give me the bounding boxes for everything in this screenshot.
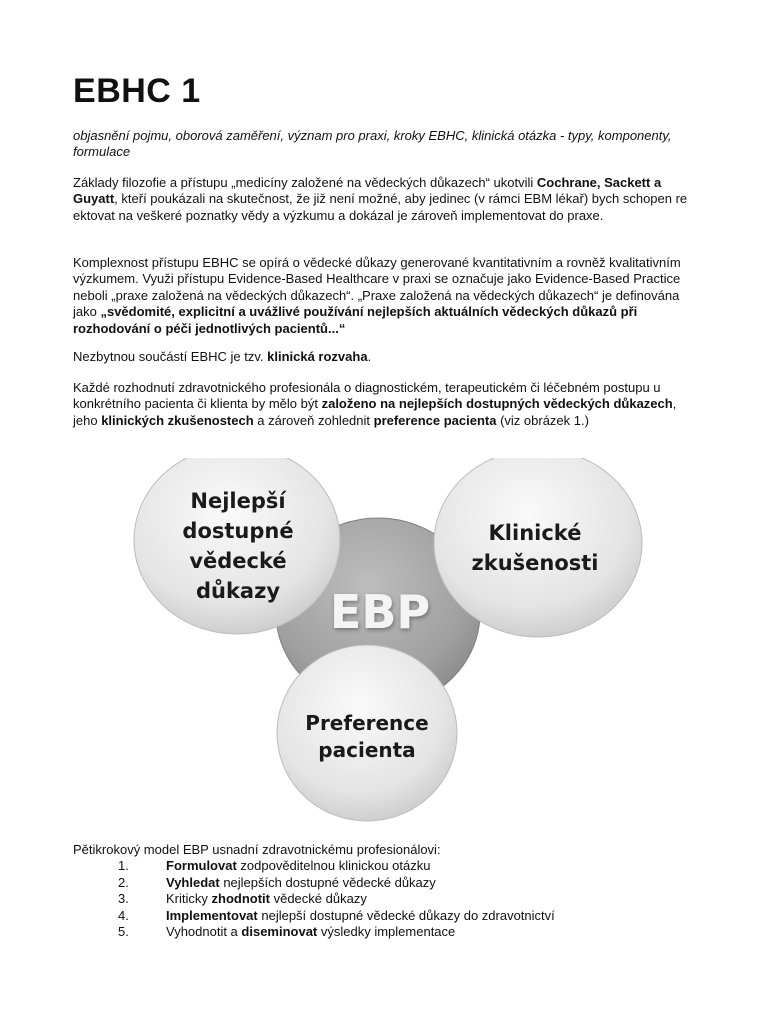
step-text (166, 875, 436, 892)
page-title (73, 72, 201, 111)
p4-bold-1: založeno na nejlepších dostupných vědeckých důkazech (321, 396, 673, 412)
step-number: 3. (118, 891, 129, 906)
center-label: EBP (329, 585, 431, 639)
paragraph-complexity (73, 255, 698, 337)
evidence-line-1: Nejlepší (190, 489, 286, 513)
circle-evidence (134, 458, 340, 634)
step-text (166, 858, 430, 875)
step-keyword: Implementovat (166, 907, 258, 923)
step-item (0, 858, 768, 875)
p3-text-2: . (367, 349, 372, 364)
p1-text-2: , kteří poukázali na skutečnost, že již není možné, aby jedinec (v rámci EBM lékař) bych schopen re ektovat na veškeré poznatky vědy a výzkumu a dokázal je zároveň implementovat do praxe. (73, 191, 688, 223)
ebp-venn-diagram (130, 458, 650, 828)
step-number: 5. (118, 924, 129, 939)
steps-list (0, 858, 768, 941)
steps-intro: Pětikrokový model EBP usnadní zdravotnickému profesionálovi: (73, 842, 441, 857)
title-rest: BHC 1 (96, 72, 201, 110)
evidence-line-3: vědecké (189, 549, 287, 573)
p4-text-3: a zároveň zohlednit (253, 412, 374, 428)
step-item (0, 891, 768, 908)
p2-text-1: Komplexnost přístupu EBHC se opírá o vědecké důkazy generované kvantitativním a rovněž kvalitativním výzkumem. Využi přístupu Evidence-Based Healthcare v praxi se označuje jako Evidence-Based Practice neboli „praxe založená na vědeckých důkazech“. „Praxe založená na vědeckých důkazech“ je definována jako (73, 255, 681, 320)
circle-experience (434, 458, 642, 637)
paragraph-foundations (73, 175, 698, 224)
step-text (166, 924, 455, 941)
step-item (0, 875, 768, 892)
step-number: 1. (118, 858, 129, 873)
experience-line-1: Klinické (488, 521, 582, 545)
evidence-line-4: důkazy (195, 579, 281, 603)
step-rest: zodpověditelnou klinickou otázku (236, 858, 431, 873)
experience-line-2: zkušenosti (471, 551, 599, 575)
step-item (0, 924, 768, 941)
step-rest: vědecké důkazy (269, 891, 367, 906)
step-text (166, 891, 367, 908)
step-keyword: Vyhledat (166, 874, 220, 890)
step-keyword: zhodnotit (211, 891, 270, 906)
step-rest: výsledky implementace (317, 924, 456, 939)
p4-text-1: Každé rozhodnutí zdravotnického profesionála o diagnostickém, terapeutickém či léčebném postupu u konkrétního pacienta či klienta by mělo být (73, 380, 661, 412)
step-item (0, 908, 768, 925)
preference-line-2: pacienta (318, 738, 416, 762)
step-number: 2. (118, 874, 129, 890)
step-rest: nejlepších dostupné vědecké důkazy (219, 874, 436, 890)
title-initial: E (73, 72, 97, 110)
p2-definition: „svědomité, explicitní a uvážlivé používání nejlepších aktuálních vědeckých důkazů při rozhodování o péči jednotlivých pacientů...“ (73, 304, 638, 336)
step-pre: Vyhodnotit a (166, 924, 242, 939)
step-pre: Kriticky (166, 891, 212, 906)
step-keyword: diseminovat (241, 924, 318, 939)
paragraph-decisions (73, 380, 698, 429)
step-keyword: Formulovat (166, 858, 237, 873)
step-number: 4. (118, 907, 129, 923)
paragraph-clinical-reasoning (73, 349, 698, 365)
p4-text-2: , jeho (73, 396, 677, 428)
p4-bold-2: klinických zkušenostech (101, 412, 254, 428)
p1-authors: Cochrane, Sackett a Guyatt (73, 175, 662, 207)
p1-text-1: Základy filozofie a přístupu „medicíny založené na vědeckých důkazech“ ukotvili (73, 175, 537, 190)
page-subtitle: objasnění pojmu, oborová zaměření, význam pro praxi, kroky EBHC, klinická otázka - typy, komponenty, formulace (73, 128, 672, 159)
p4-text-4: (viz obrázek 1.) (496, 412, 589, 428)
p3-term: klinická rozvaha (267, 349, 368, 364)
p4-bold-3: preference pacienta (373, 412, 497, 428)
step-text (166, 908, 555, 925)
step-rest: nejlepší dostupné vědecké důkazy do zdravotnictví (257, 907, 555, 923)
preference-line-1: Preference (305, 711, 429, 735)
p3-text-1: Nezbytnou součástí EBHC je tzv. (73, 349, 268, 364)
evidence-line-2: dostupné (182, 519, 294, 543)
